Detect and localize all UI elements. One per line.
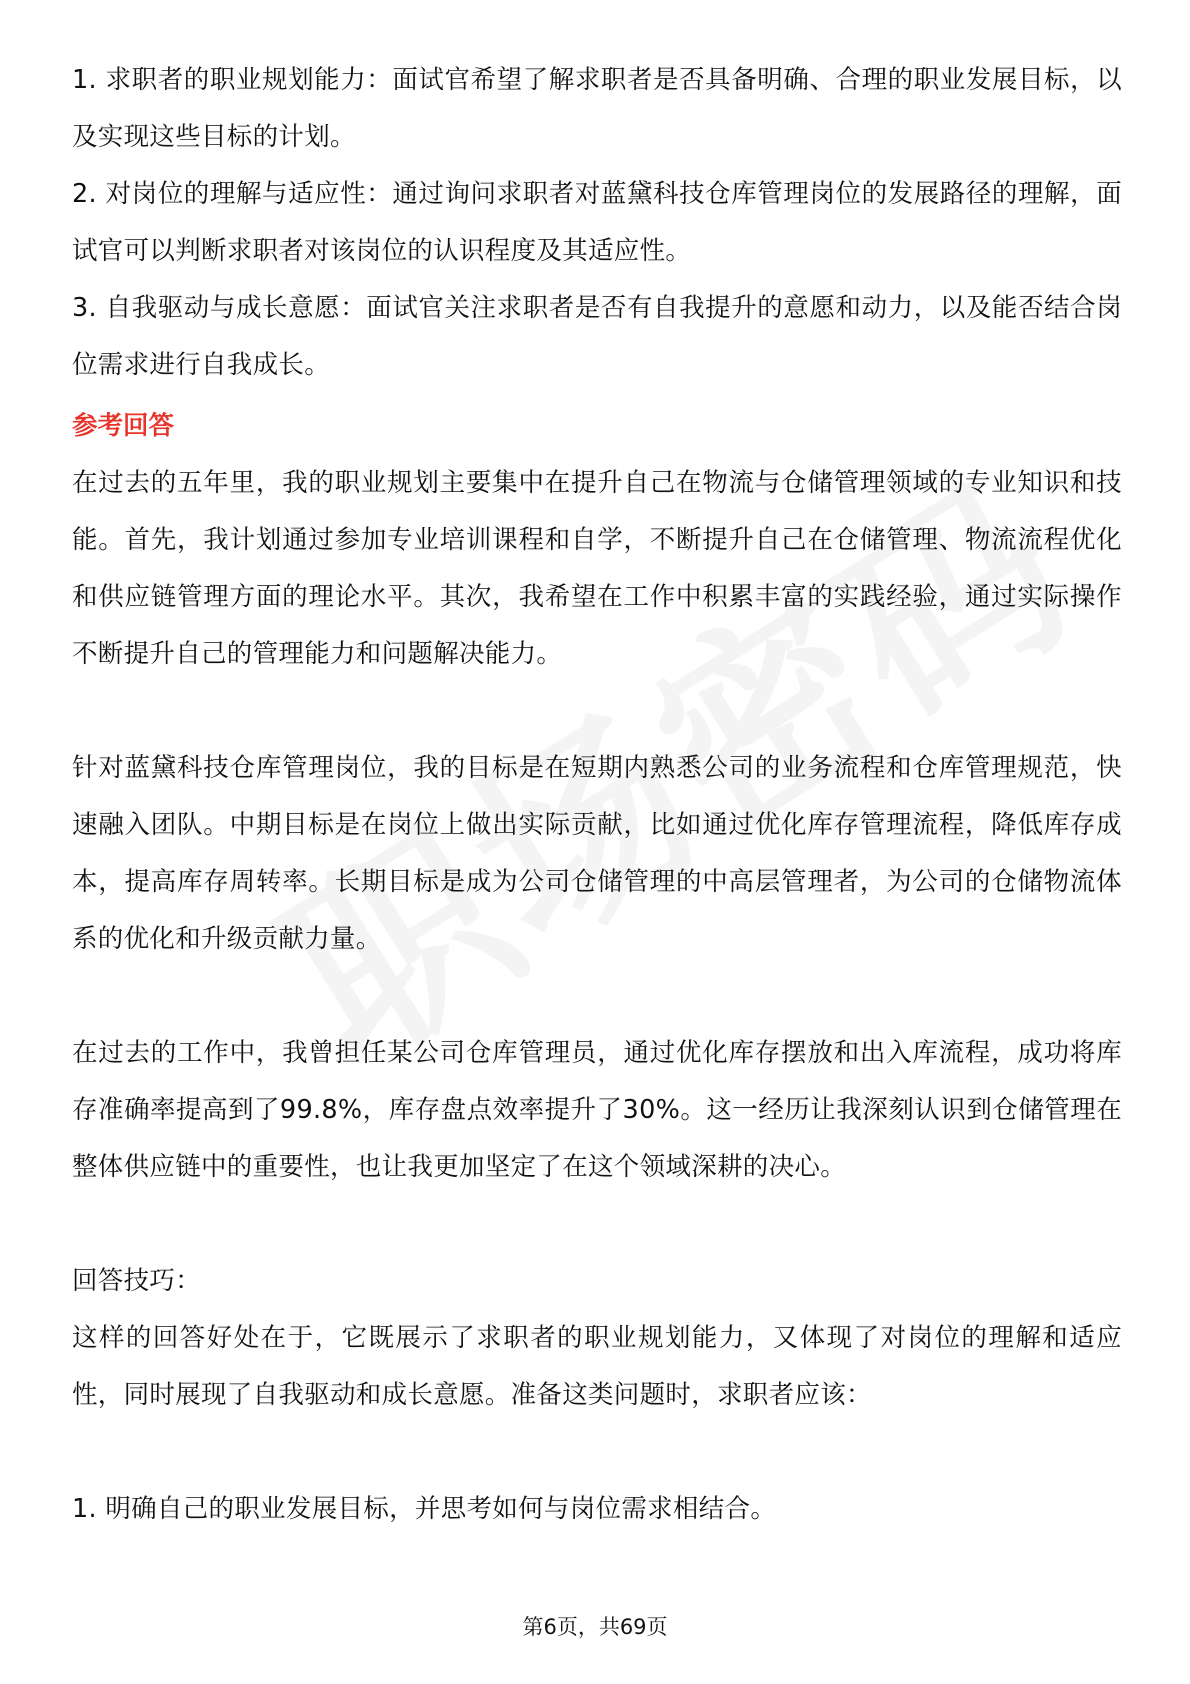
- paragraph-gap: [72, 683, 1122, 740]
- answer-paragraph-1: 在过去的五年里，我的职业规划主要集中在提升自己在物流与仓储管理领域的专业知识和技能。首先，我计划通过参加专业培训课程和自学，不断提升自己在仓储管理、物流流程优化和供应链管理方面的理论水平。其次，我希望在工作中积累丰富的实践经验，通过实际操作不断提升自己的管理能力和问题解决能力。: [72, 468, 1122, 669]
- intro-item-1: 1. 求职者的职业规划能力：面试官希望了解求职者是否具备明确、合理的职业发展目标，以及实现这些目标的计划。: [72, 65, 1122, 152]
- paragraph-gap: [72, 1196, 1122, 1253]
- document-page: [72, 52, 1122, 1538]
- tips-heading: 回答技巧：: [72, 1266, 202, 1296]
- answer-paragraph-3: 在过去的工作中，我曾担任某公司仓库管理员，通过优化库存摆放和出入库流程，成功将库存准确率提高到了99.8%，库存盘点效率提升了30%。这一经历让我深刻认识到仓储管理在整体供应链中的重要性，也让我更加坚定了在这个领域深耕的决心。: [72, 1038, 1122, 1182]
- page-footer: 第6页，共69页: [522, 1615, 668, 1639]
- tips-item-1: 1. 明确自己的职业发展目标，并思考如何与岗位需求相结合。: [72, 1494, 777, 1524]
- paragraph-gap: [72, 1424, 1122, 1481]
- intro-item-2: 2. 对岗位的理解与适应性：通过询问求职者对蓝黛科技仓库管理岗位的发展路径的理解，面试官可以判断求职者对该岗位的认识程度及其适应性。: [72, 179, 1122, 266]
- paragraph-gap: [72, 968, 1122, 1025]
- reference-answer-heading: 参考回答: [72, 411, 175, 441]
- answer-paragraph-2: 针对蓝黛科技仓库管理岗位，我的目标是在短期内熟悉公司的业务流程和仓库管理规范，快速融入团队。中期目标是在岗位上做出实际贡献，比如通过优化库存管理流程，降低库存成本，提高库存周转率。长期目标是成为公司仓储管理的中高层管理者，为公司的仓储物流体系的优化和升级贡献力量。: [72, 753, 1122, 954]
- intro-item-3: 3. 自我驱动与成长意愿：面试官关注求职者是否有自我提升的意愿和动力，以及能否结合岗位需求进行自我成长。: [72, 293, 1122, 380]
- tips-text: 这样的回答好处在于，它既展示了求职者的职业规划能力，又体现了对岗位的理解和适应性，同时展现了自我驱动和成长意愿。准备这类问题时，求职者应该：: [72, 1323, 1122, 1410]
